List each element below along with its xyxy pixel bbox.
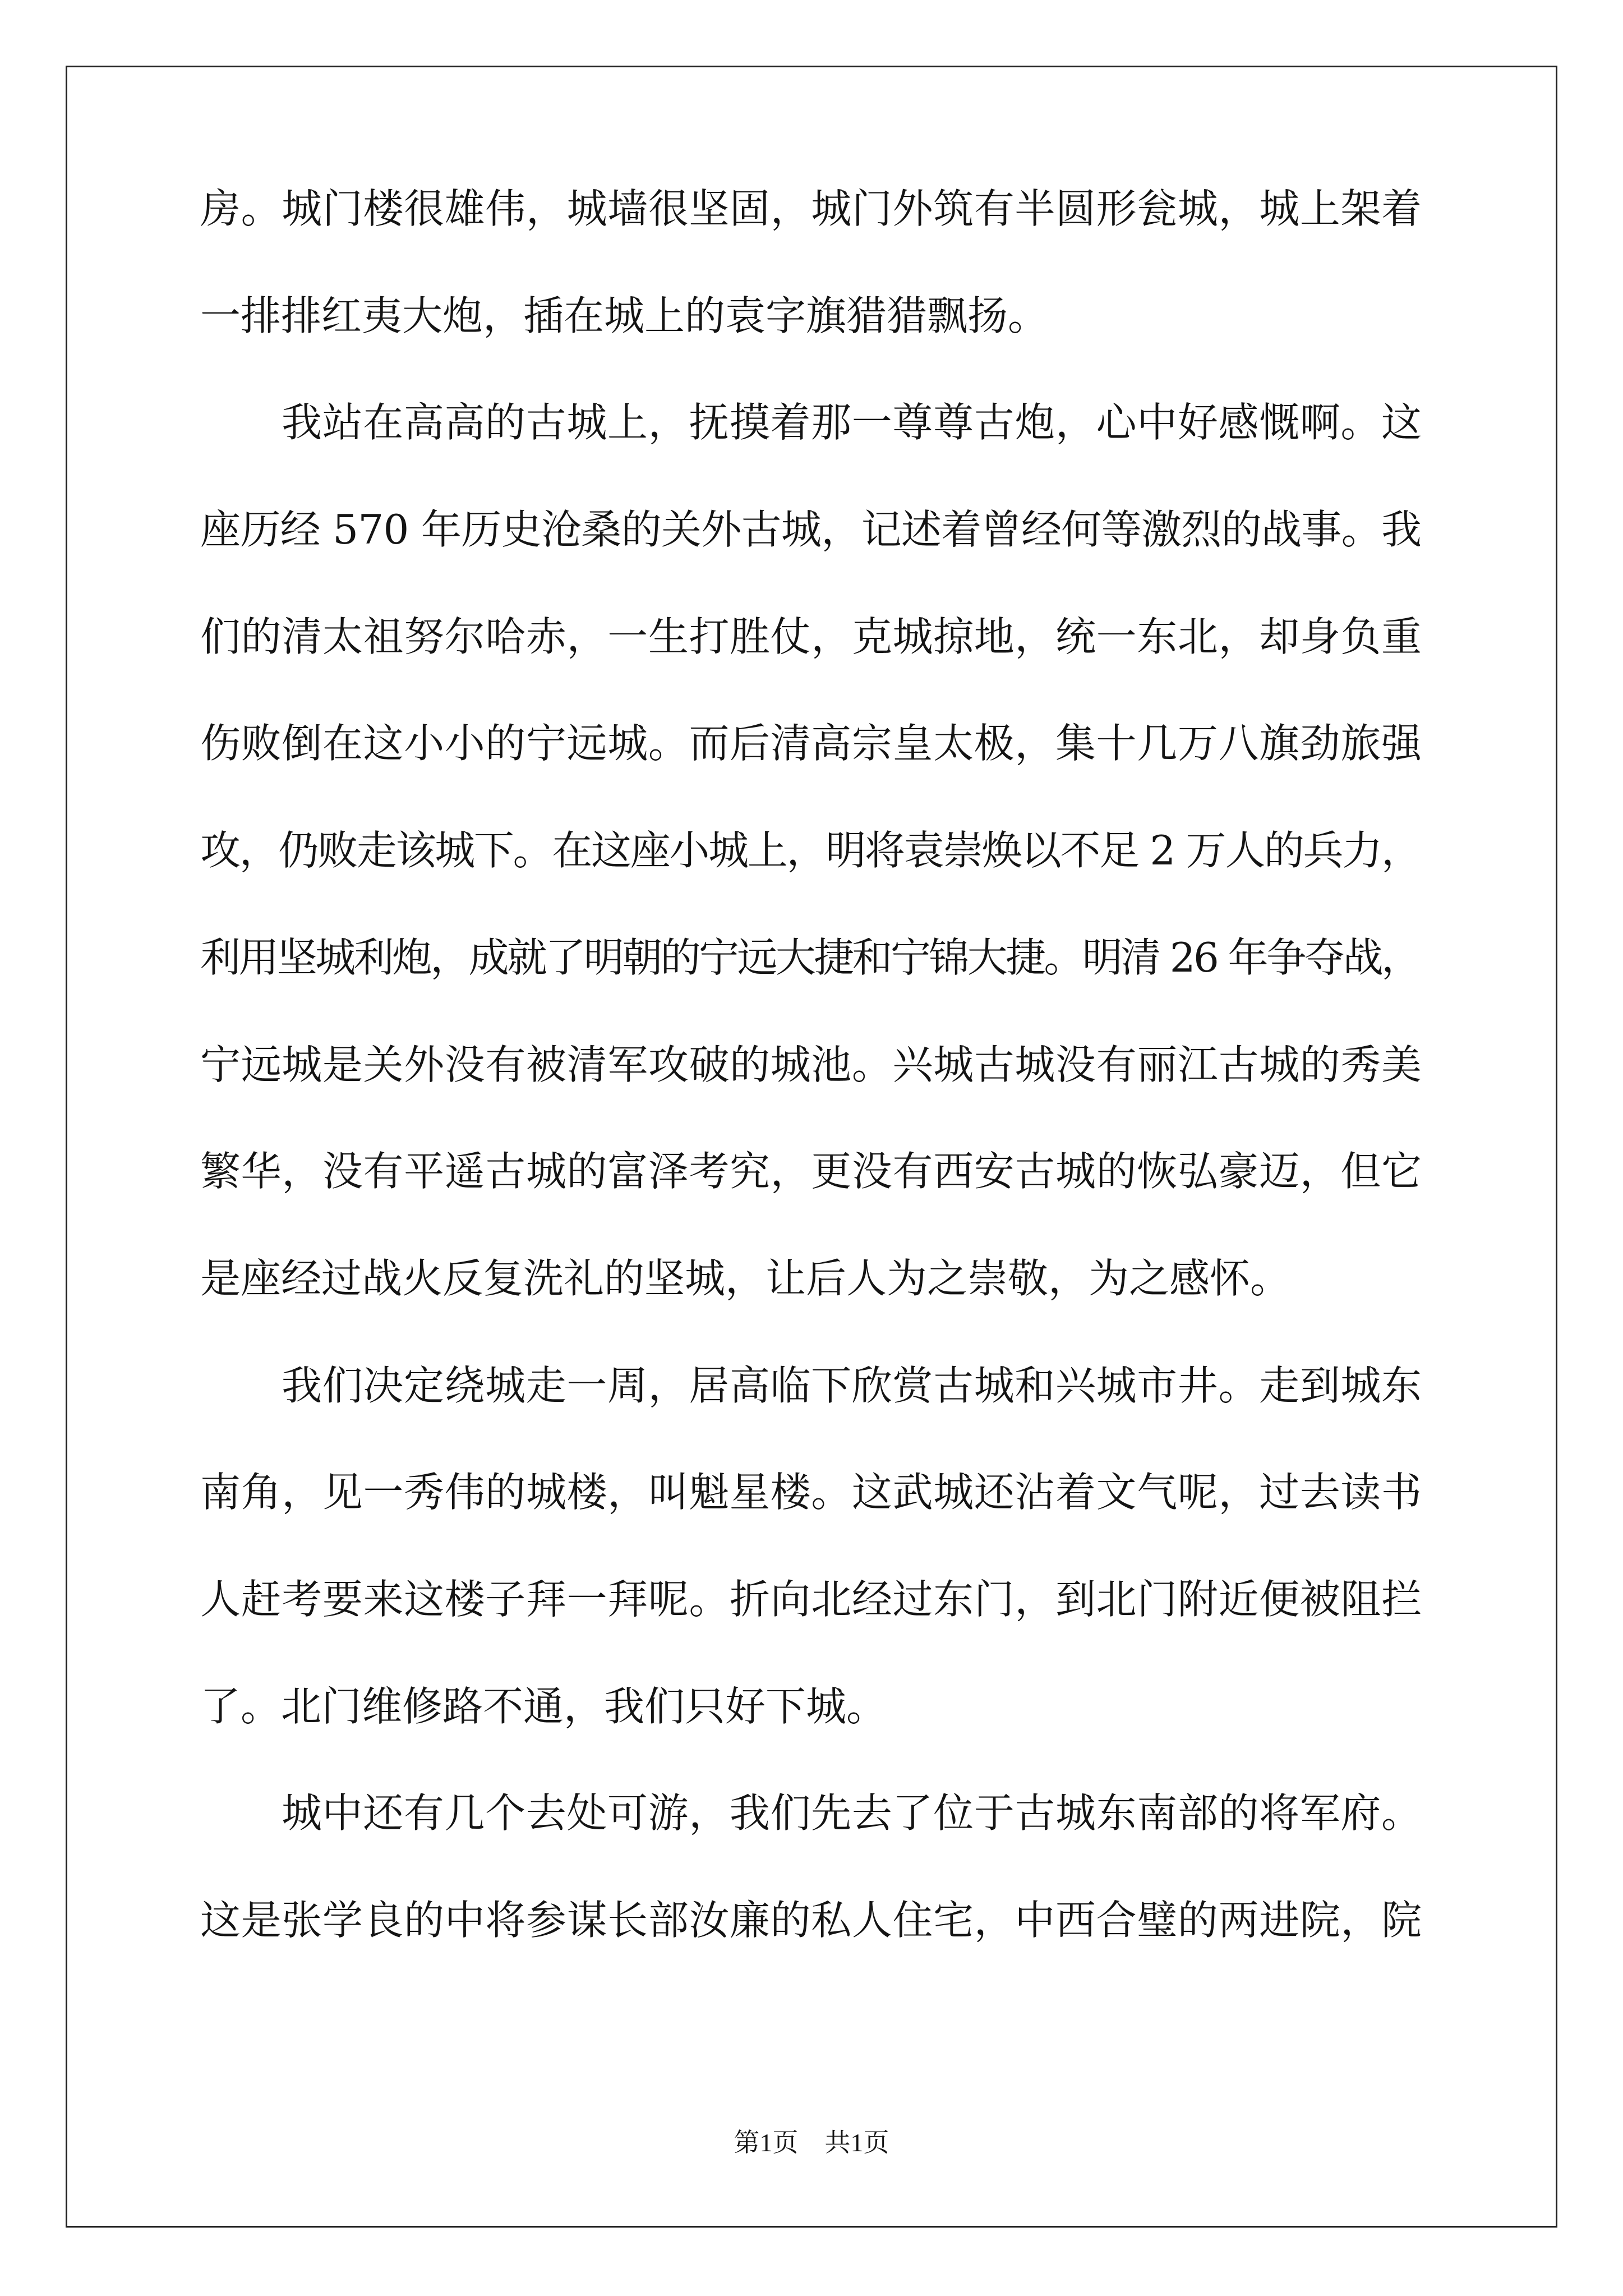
line-text: 们的清太祖努尔哈赤，一生打胜仗，克城掠地，统一东北，却身负重 [200, 613, 1422, 660]
line-text: 南角，见一秀伟的城楼，叫魁星楼。这武城还沾着文气呢，过去读书 [200, 1469, 1422, 1516]
paragraph [200, 155, 1422, 369]
line-text: 宁远城是关外没有被清军攻破的城池。兴城古城没有丽江古城的秀美 [200, 1041, 1422, 1088]
page-number: 第1页 [734, 2128, 799, 2157]
line-text: 人赶考要来这楼子拜一拜呢。折向北经过东门，到北门附近便被阻拦 [200, 1575, 1422, 1623]
line-text: 是座经过战火反复洗礼的坚城，让后人为之崇敬，为之感怀。 [200, 1254, 1291, 1302]
text-line [200, 155, 1422, 263]
line-text: 繁华，没有平遥古城的富泽考究，更没有西安古城的恢弘豪迈，但它 [200, 1148, 1422, 1195]
line-text: 城中还有几个去处可游，我们先去了位于古城东南部的将军府。 [282, 1789, 1422, 1837]
text-line [200, 797, 1422, 904]
text-line [200, 476, 1422, 583]
line-text: 我站在高高的古城上，抚摸着那一尊尊古炮，心中好感慨啊。这 [282, 399, 1422, 447]
text-line [200, 1332, 1422, 1439]
line-text: 一排排红夷大炮，插在城上的袁字旗猎猎飘扬。 [200, 292, 1049, 339]
paragraph [200, 1332, 1422, 1760]
line-text: 伤败倒在这小小的宁远城。而后清高宗皇太极，集十几万八旗劲旅强 [200, 720, 1422, 767]
text-line [200, 263, 1422, 370]
line-text: 攻，仍败走该城下。在这座小城上，明将袁崇焕以不足 2 万人的兵力， [200, 827, 1421, 875]
paragraph [200, 1760, 1422, 1973]
line-text: 我们决定绕城走一周，居高临下欣赏古城和兴城市井。走到城东 [282, 1361, 1422, 1409]
text-line [200, 904, 1422, 1011]
page-footer [0, 2127, 1623, 2159]
page-total: 共1页 [824, 2128, 889, 2157]
text-line [200, 1225, 1422, 1332]
text-line [200, 1653, 1422, 1760]
text-line [200, 1439, 1422, 1546]
paragraph [200, 369, 1422, 1332]
body-text [200, 155, 1422, 1974]
line-text: 了。北门维修路不通，我们只好下城。 [200, 1682, 887, 1730]
text-line [200, 1867, 1422, 1974]
line-text: 利用坚城利炮，成就了明朝的宁远大捷和宁锦大捷。明清 26 年争夺战， [200, 933, 1420, 981]
line-text: 这是张学良的中将参谋长部汝廉的私人住宅，中西合璧的两进院，院 [200, 1897, 1422, 1944]
text-line [200, 690, 1422, 797]
text-line [200, 1546, 1422, 1653]
line-text: 房。城门楼很雄伟，城墙很坚固，城门外筑有半圆形瓮城，城上架着 [200, 185, 1422, 232]
line-text: 座历经 570 年历史沧桑的关外古城，记述着曾经何等激烈的战事。我 [200, 506, 1422, 554]
text-line [200, 1011, 1422, 1119]
text-line [200, 369, 1422, 476]
text-line [200, 583, 1422, 691]
text-line [200, 1760, 1422, 1867]
text-line [200, 1118, 1422, 1225]
